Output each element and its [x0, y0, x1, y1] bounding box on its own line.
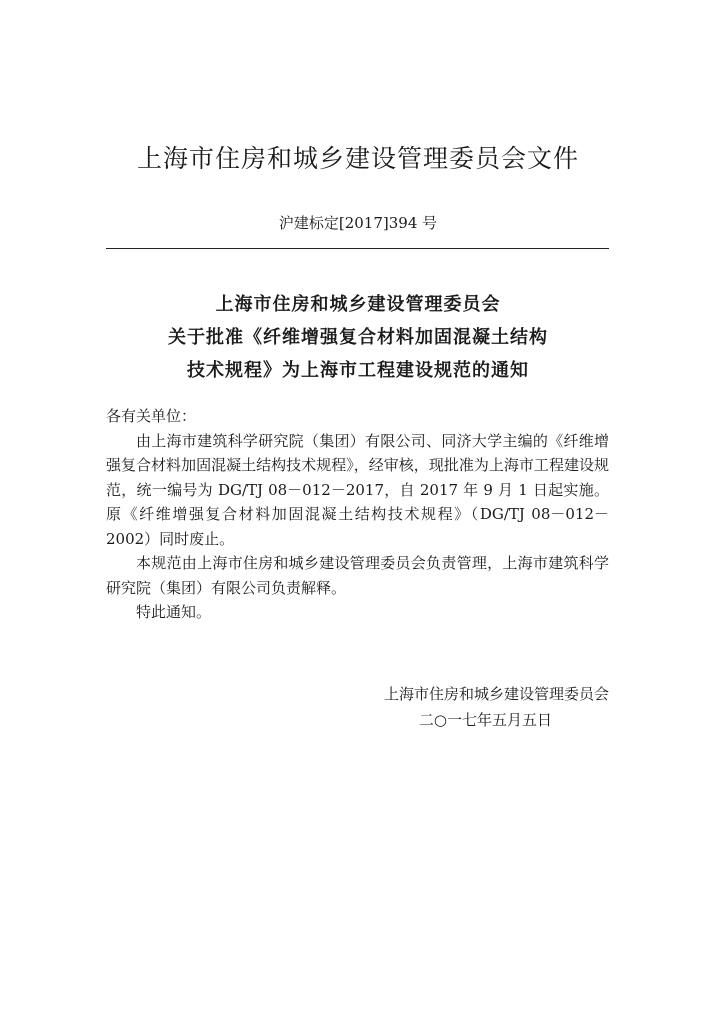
signing-organization: 上海市住房和城乡建设管理委员会: [383, 685, 609, 703]
header-divider: [106, 248, 609, 249]
title-line-2: 关于批准《纤维增强复合材料加固混凝土结构: [168, 327, 548, 348]
document-number: 沪建标定[2017]394 号: [278, 214, 438, 232]
title-line-1: 上海市住房和城乡建设管理委员会: [215, 294, 501, 315]
notice-title: [0, 288, 716, 387]
signing-date: 二○一七年五月五日: [418, 711, 552, 729]
closing-line: 特此通知。: [136, 603, 212, 621]
title-line-3: 技术规程》为上海市工程建设规范的通知: [187, 360, 529, 381]
notice-body: [106, 404, 609, 625]
body-paragraph-1: 由上海市建筑科学研究院（集团）有限公司、同济大学主编的《纤维增强复合材料加固混凝土结构技术规程》，经审核，现批准为上海市工程建设规范，统一编号为 DG/TJ 08－012－2017，自 2017 年 9 月 1 日起实施。原《纤维增强复合材料加固混凝土结构技术规程》（DG/TJ 08－012－2002）同时废止。: [106, 431, 609, 548]
salutation: 各有关单位：: [106, 407, 197, 425]
body-paragraph-2: 本规范由上海市住房和城乡建设管理委员会负责管理，上海市建筑科学研究院（集团）有限公司负责解释。: [106, 554, 609, 597]
issuer-heading: 上海市住房和城乡建设管理委员会文件: [136, 144, 579, 173]
